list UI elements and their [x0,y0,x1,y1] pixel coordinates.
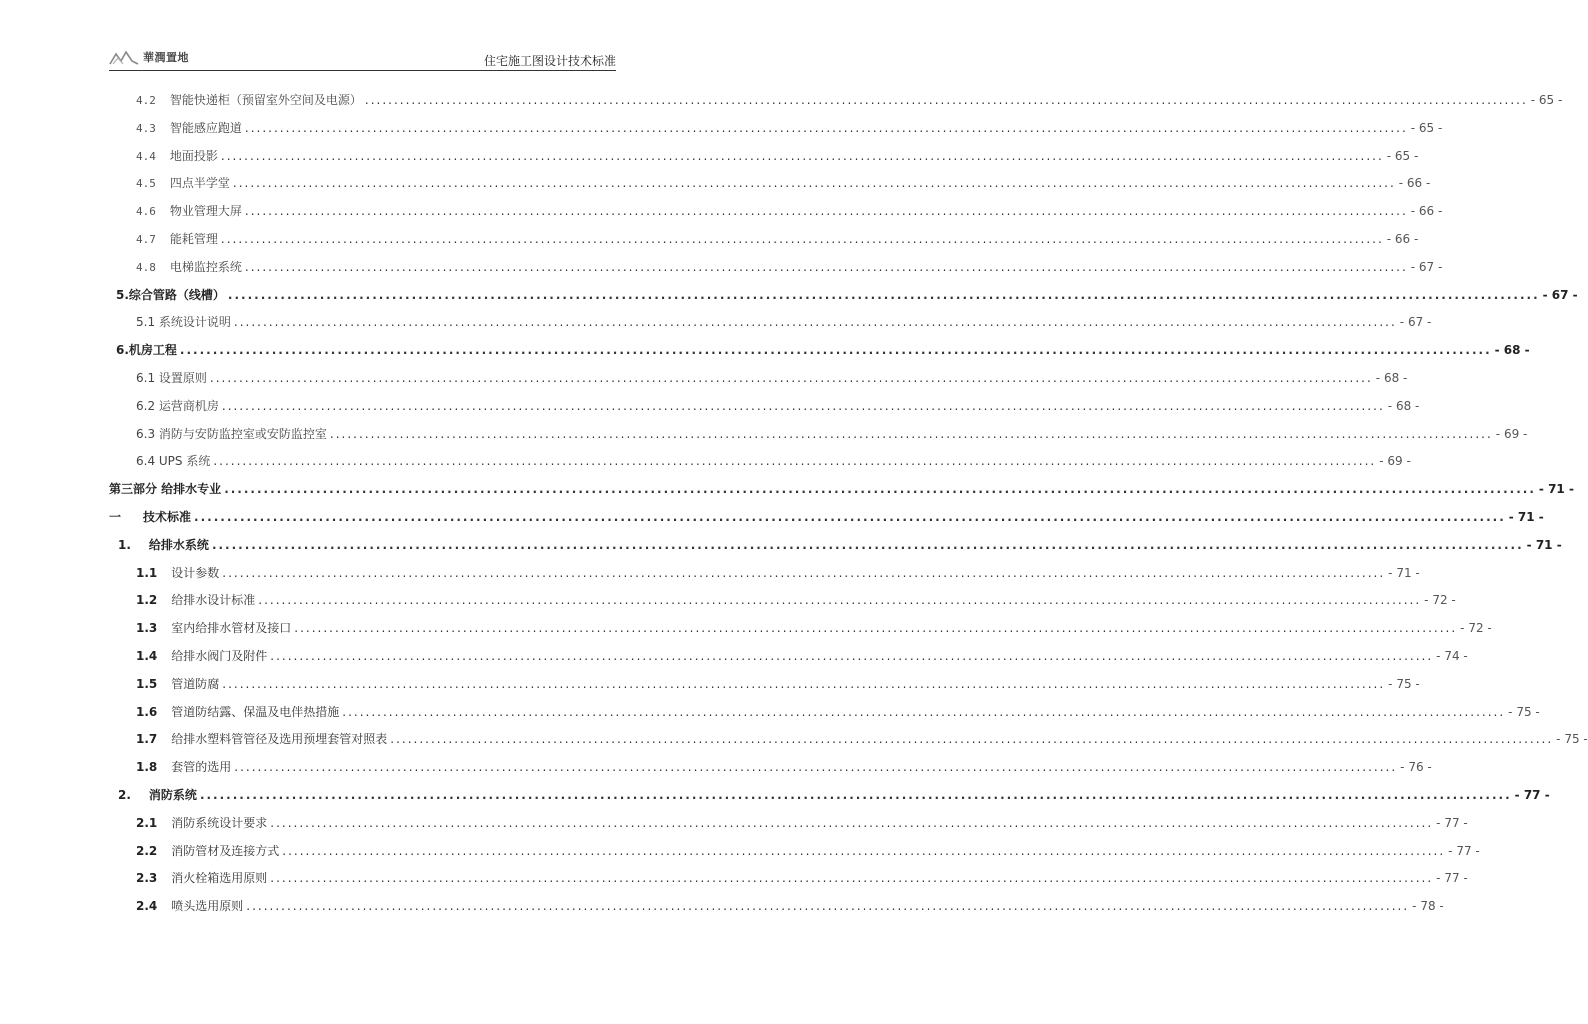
toc-entry-page: - 66 - [1410,204,1443,219]
toc-entry-page: - 68 - [1494,343,1530,358]
toc-entry-title: 电梯监控系统 [169,259,242,274]
toc-dot-leader: ........................................................................................................................................................................................................ [244,204,1408,219]
logo-mountain-icon [109,49,139,65]
toc-entry-number: 一 [109,510,122,524]
toc-entry-title: 物业管理大屏 [169,204,242,219]
toc-entry-title: 给排水设计标准 [171,593,256,608]
toc-entry-title: 智能快递柜（预留室外空间及电源） [169,93,362,107]
toc-entry[interactable] [136,230,1419,248]
toc-entry-title: 智能感应跑道 [169,120,242,135]
toc-entry-title: 四点半学堂 [169,176,230,191]
toc-entry[interactable] [136,119,1443,137]
toc-entry-page: - 75 - [1556,732,1588,747]
toc-entry-title: 第三部分 给排水专业 [109,482,222,497]
toc-entry[interactable] [136,313,1432,331]
toc-dot-leader: ........................................................................................................................................................................................................ [234,760,1398,775]
toc-entry[interactable] [136,619,1492,637]
toc-entry-number: 2.1 [136,815,158,830]
toc-entry-number: 4.2 [136,94,156,107]
toc-entry-title: 5.综合管路（线槽） [116,287,225,302]
toc-dot-leader: ........................................................................................................................................................................................................ [233,315,1397,330]
toc-entry-title: 5.1 系统设计说明 [136,315,231,330]
toc-entry-number: 1.1 [136,565,158,580]
toc-entry-page: - 66 - [1386,232,1419,246]
toc-entry-number: 4.4 [136,149,156,163]
toc-entry[interactable] [136,730,1588,748]
toc-entry-number: 4.6 [136,205,156,219]
toc-entry-title: 6.机房工程 [116,343,177,358]
toc-entry[interactable] [136,91,1563,109]
toc-entry-title: 能耗管理 [169,232,218,246]
toc-entry-title: 室内给排水管材及接口 [171,621,292,636]
toc-dot-leader: ........................................................................................................................................................................................................ [342,704,1506,719]
toc-dot-leader: ........................................................................................................................................................................................................ [244,259,1408,274]
toc-entry[interactable] [136,452,1411,470]
toc-entry-title: 6.3 消防与安防监控室或安防监控室 [136,426,327,441]
toc-dot-leader: ........................................................................................................................................................................................................ [222,676,1386,691]
toc-dot-leader: ........................................................................................................................................................................................................ [270,871,1434,886]
toc-entry-page: - 68 - [1387,398,1420,413]
toc-entry[interactable] [136,842,1480,860]
toc-entry[interactable] [136,758,1432,776]
toc-dot-leader: ........................................................................................................................................................................................................ [211,537,1524,552]
toc-entry-title: 给排水阀门及附件 [171,649,268,663]
toc-entry[interactable] [136,147,1419,165]
toc-dot-leader: ........................................................................................................................................................................................................ [222,565,1386,580]
toc-dot-leader: ........................................................................................................................................................................................................ [213,454,1377,469]
toc-dot-leader: ........................................................................................................................................................................................................ [209,371,1373,385]
toc-entry-title: 消防系统 [148,788,197,802]
toc-entry[interactable] [109,508,1544,526]
toc-entry-title: 管道防腐 [171,676,220,691]
toc-entry-page: - 67 - [1410,259,1443,274]
toc-entry-number: 4.8 [136,260,156,274]
toc-entry[interactable] [136,397,1420,415]
toc-dot-leader: ........................................................................................................................................................................................................ [220,232,1384,246]
toc-entry[interactable] [136,647,1468,665]
toc-dot-leader: ........................................................................................................................................................................................................ [194,510,1506,524]
toc-entry-number: 1.8 [136,760,158,775]
toc-dot-leader: ........................................................................................................................................................................................................ [270,815,1434,830]
toc-entry[interactable] [136,869,1468,887]
toc-entry[interactable] [136,258,1443,276]
toc-entry-number: 4.3 [136,121,156,135]
toc-entry-number: 1.2 [136,593,158,608]
toc-entry-number: 2. [118,788,131,802]
toc-dot-leader: ........................................................................................................................................................................................................ [329,426,1493,441]
toc-entry-page: - 71 - [1388,565,1420,580]
toc-entry-page: - 65 - [1410,120,1443,135]
toc-entry-page: - 66 - [1398,176,1431,191]
toc-entry[interactable] [136,591,1456,609]
toc-entry-number: 4.7 [136,233,156,246]
toc-entry-page: - 77 - [1448,843,1480,858]
toc-entry[interactable] [136,814,1468,832]
toc-entry-page: - 65 - [1386,148,1419,163]
toc-entry-number: 1.3 [136,621,158,636]
toc-dot-leader: ........................................................................................................................................................................................................ [246,899,1410,914]
toc-entry-page: - 78 - [1412,899,1444,914]
toc-dot-leader: ........................................................................................................................................................................................................ [224,482,1536,497]
toc-dot-leader: ........................................................................................................................................................................................................ [179,343,1492,358]
toc-entry-page: - 75 - [1388,676,1420,691]
toc-entry-page: - 67 - [1399,315,1432,330]
toc-entry-page: - 77 - [1514,788,1550,802]
toc-entry-page: - 72 - [1424,593,1456,608]
toc-entry[interactable] [136,369,1408,387]
toc-dot-leader: ........................................................................................................................................................................................................ [258,593,1422,608]
toc-entry-page: - 72 - [1460,621,1492,636]
toc-entry-title: 给排水系统 [148,537,209,552]
toc-entry-number: 1.7 [136,732,158,747]
toc-entry-page: - 76 - [1400,760,1432,775]
toc-entry[interactable] [136,675,1420,693]
toc-entry-number: 1.6 [136,704,158,719]
toc-entry[interactable] [136,703,1540,721]
toc-dot-leader: ........................................................................................................................................................................................................ [232,176,1396,191]
toc-dot-leader: ........................................................................................................................................................................................................ [199,788,1512,802]
toc-entry-page: - 69 - [1379,454,1411,469]
company-logo [109,49,189,65]
toc-entry-title: 6.1 设置原则 [136,371,207,385]
toc-entry[interactable] [136,564,1420,582]
toc-entry[interactable] [136,425,1528,443]
toc-entry-page: - 68 - [1375,371,1408,385]
toc-dot-leader: ........................................................................................................................................................................................................ [221,398,1385,413]
toc-entry-number: 2.4 [136,899,158,914]
toc-entry-page: - 71 - [1526,537,1562,552]
toc-entry-title: 技术标准 [143,510,192,524]
toc-entry-page: - 69 - [1495,426,1528,441]
page-header [109,44,616,71]
toc-dot-leader: ........................................................................................................................................................................................................ [390,732,1554,747]
toc-entry-page: - 74 - [1436,649,1468,663]
toc-entry-title: 消防系统设计要求 [171,815,268,830]
toc-entry-title: 6.2 运营商机房 [136,398,219,413]
toc-entry-title: 消防管材及连接方式 [171,843,280,858]
toc-dot-leader: ........................................................................................................................................................................................................ [227,287,1540,302]
toc-entry[interactable] [118,786,1550,804]
toc-dot-leader: ........................................................................................................................................................................................................ [282,843,1446,858]
toc-entry-page: - 71 - [1538,482,1574,497]
toc-entry-title: 管道防结露、保温及电伴热措施 [171,704,340,719]
toc-entry-number: 1. [118,537,131,552]
toc-dot-leader: ........................................................................................................................................................................................................ [364,93,1528,107]
toc-entry-page: - 65 - [1530,93,1563,107]
toc-entry-title: 设计参数 [171,565,220,580]
toc-entry[interactable] [136,202,1443,220]
toc-entry[interactable] [116,341,1530,359]
toc-entry-number: 2.3 [136,871,158,886]
document-title: 住宅施工图设计技术标准 [483,54,616,68]
toc-entry-page: - 71 - [1508,510,1544,524]
toc-entry-number: 2.2 [136,843,158,858]
toc-entry-number: 1.5 [136,676,158,691]
toc-entry-title: 地面投影 [169,148,218,163]
toc-entry-page: - 77 - [1436,871,1468,886]
toc-dot-leader: ........................................................................................................................................................................................................ [244,120,1408,135]
toc-entry[interactable] [116,286,1578,304]
toc-entry-page: - 77 - [1436,815,1468,830]
toc-entry-number: 1.4 [136,649,158,663]
toc-entry[interactable] [109,480,1574,498]
toc-dot-leader: ........................................................................................................................................................................................................ [220,148,1384,163]
toc-entry-title: 消火栓箱选用原则 [171,871,268,886]
toc-entry[interactable] [118,536,1562,554]
toc-entry[interactable] [136,174,1431,192]
toc-entry-page: - 75 - [1508,704,1540,719]
toc-entry-title: 6.4 UPS 系统 [136,454,211,469]
toc-entry-number: 4.5 [136,177,156,191]
toc-entry-title: 套管的选用 [171,760,232,775]
toc-entry-title: 给排水塑料管管径及选用预埋套管对照表 [171,732,388,747]
toc-entry-page: - 67 - [1542,287,1578,302]
toc-entry-title: 喷头选用原则 [171,899,244,914]
toc-entry[interactable] [136,897,1444,915]
toc-dot-leader: ........................................................................................................................................................................................................ [294,621,1458,636]
toc-dot-leader: ........................................................................................................................................................................................................ [270,649,1434,663]
logo-text: 華潤置地 [143,51,189,64]
